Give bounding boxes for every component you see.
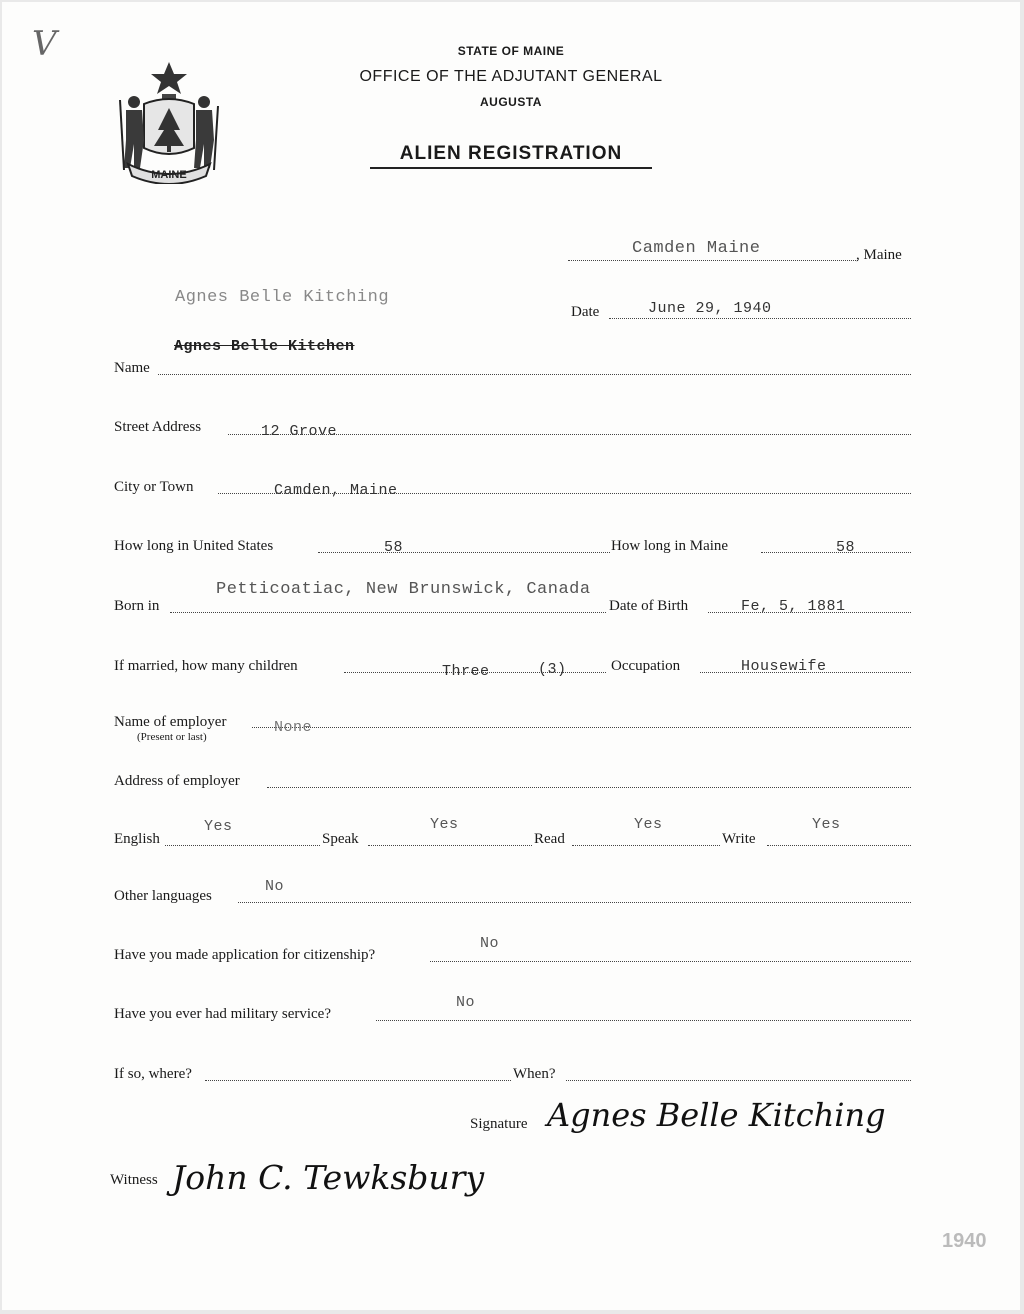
employer-address-line bbox=[267, 787, 911, 788]
read-label: Read bbox=[534, 831, 565, 847]
children-label: If married, how many children bbox=[114, 658, 298, 674]
date-value: June 29, 1940 bbox=[648, 300, 772, 317]
citizenship-value: No bbox=[480, 935, 500, 952]
dob-label: Date of Birth bbox=[609, 598, 689, 614]
seal-banner-text: MAINE bbox=[151, 169, 187, 181]
military-line bbox=[376, 1020, 911, 1021]
children-number: (3) bbox=[538, 661, 567, 678]
how-long-maine-label: How long in Maine bbox=[611, 538, 729, 554]
where-line bbox=[205, 1080, 511, 1081]
employer-sublabel: (Present or last) bbox=[137, 731, 207, 743]
stamp-year: 1940 bbox=[942, 1230, 987, 1252]
check-mark: V bbox=[32, 24, 57, 64]
city-value: Camden, Maine bbox=[274, 482, 398, 499]
typed-name-above: Agnes Belle Kitching bbox=[175, 288, 390, 307]
write-line bbox=[767, 845, 911, 846]
citizenship-label: Have you made application for citizenship? bbox=[114, 947, 376, 963]
place-line bbox=[568, 260, 858, 261]
city-heading: AUGUSTA bbox=[480, 95, 542, 109]
born-in-label: Born in bbox=[114, 598, 160, 614]
born-in-value: Petticoatiac, New Brunswick, Canada bbox=[216, 580, 591, 599]
write-value: Yes bbox=[812, 816, 841, 833]
born-in-line bbox=[170, 612, 606, 613]
witness-label: Witness bbox=[110, 1172, 158, 1188]
office-heading: OFFICE OF THE ADJUTANT GENERAL bbox=[359, 68, 663, 85]
witness-value: John C. Tewksbury bbox=[172, 1158, 485, 1197]
registration-form bbox=[2, 2, 1020, 1310]
place-value: Camden Maine bbox=[632, 239, 761, 258]
city-label: City or Town bbox=[114, 479, 194, 495]
other-languages-label: Other languages bbox=[114, 888, 212, 904]
title-underline bbox=[370, 167, 652, 169]
how-long-us-value: 58 bbox=[384, 539, 404, 556]
speak-value: Yes bbox=[430, 816, 459, 833]
when-line bbox=[566, 1080, 911, 1081]
where-label: If so, where? bbox=[114, 1066, 192, 1082]
how-long-maine-value: 58 bbox=[836, 539, 856, 556]
write-label: Write bbox=[722, 831, 756, 847]
speak-label: Speak bbox=[322, 831, 359, 847]
signature-label: Signature bbox=[470, 1116, 528, 1132]
other-languages-line bbox=[238, 902, 911, 903]
read-value: Yes bbox=[634, 816, 663, 833]
how-long-us-label: How long in United States bbox=[114, 538, 274, 554]
military-value: No bbox=[456, 994, 476, 1011]
name-label: Name bbox=[114, 360, 150, 376]
english-label: English bbox=[114, 831, 160, 847]
occupation-value: Housewife bbox=[741, 658, 827, 675]
english-value: Yes bbox=[204, 818, 233, 835]
english-line bbox=[165, 845, 320, 846]
place-suffix: , Maine bbox=[856, 247, 902, 263]
signature-value: Agnes Belle Kitching bbox=[547, 1096, 886, 1134]
employer-value: None bbox=[274, 719, 313, 736]
military-label: Have you ever had military service? bbox=[114, 1006, 331, 1022]
citizenship-line bbox=[430, 961, 911, 962]
form-title: ALIEN REGISTRATION bbox=[399, 143, 623, 164]
other-languages-value: No bbox=[265, 878, 285, 895]
speak-line bbox=[368, 845, 532, 846]
street-value: 12 Grove bbox=[261, 423, 338, 440]
read-line bbox=[572, 845, 720, 846]
occupation-label: Occupation bbox=[611, 658, 681, 674]
how-long-us-line bbox=[318, 552, 610, 553]
when-label: When? bbox=[513, 1066, 556, 1082]
typed-name-struck: Agnes Belle Kitchen bbox=[174, 338, 355, 355]
employer-address-label: Address of employer bbox=[114, 773, 240, 789]
street-label: Street Address bbox=[114, 419, 202, 435]
employer-line bbox=[252, 727, 911, 728]
dob-value: Fe, 5, 1881 bbox=[741, 598, 846, 615]
state-heading: STATE OF MAINE bbox=[457, 44, 565, 58]
date-line bbox=[609, 318, 911, 319]
employer-label: Name of employer bbox=[114, 714, 227, 730]
name-line bbox=[158, 374, 911, 375]
children-value: Three bbox=[442, 663, 490, 680]
date-label: Date bbox=[571, 304, 600, 320]
